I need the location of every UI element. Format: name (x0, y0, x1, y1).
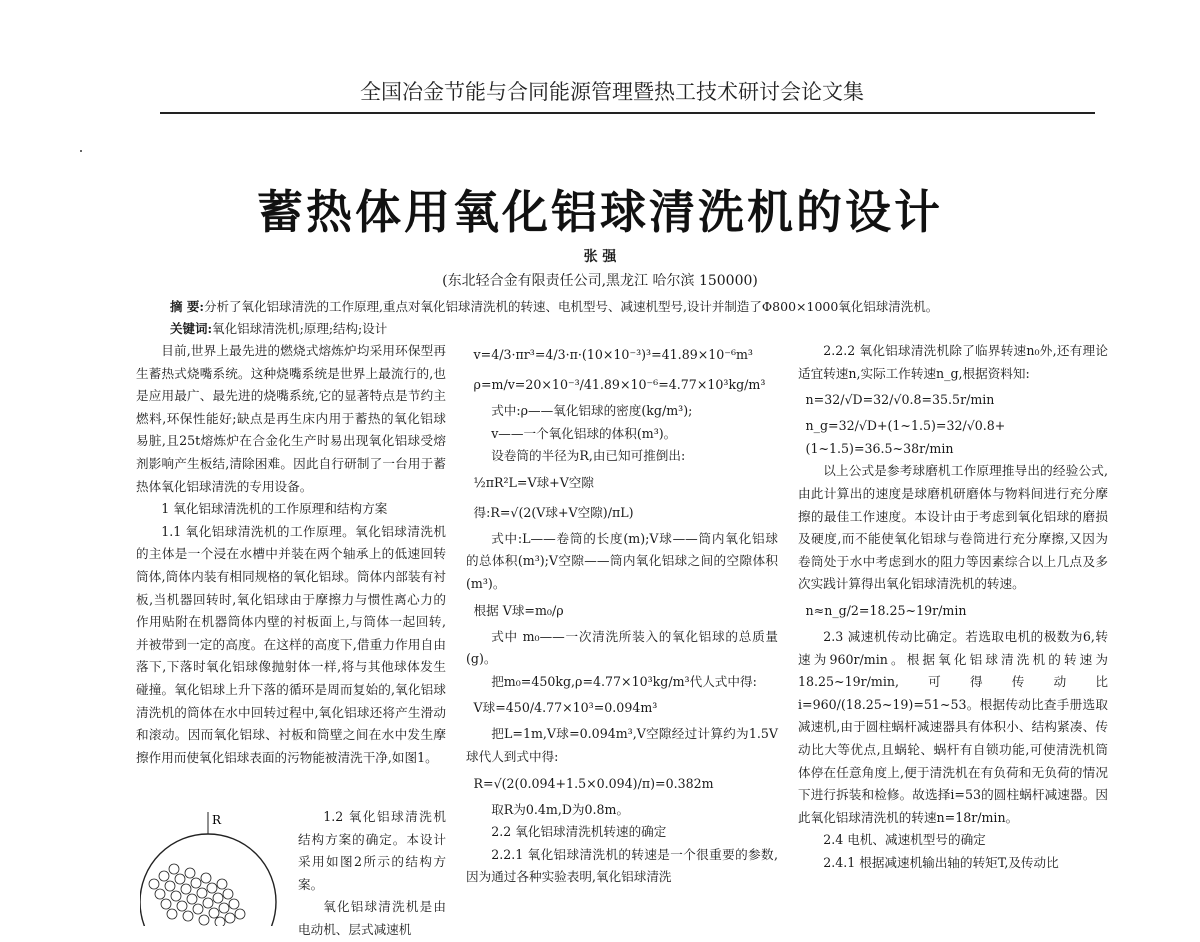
author: 张 强 (583, 249, 617, 265)
affiliation: (东北轻合金有限责任公司,黑龙江 哈尔滨 150000) (442, 273, 758, 289)
abstract-text: 分析了氧化铝球清洗的工作原理,重点对氧化铝球清洗机的转速、电机型号、减速机型号,设计并制造了Φ800×1000氧化铝球清洗机。 (203, 299, 939, 314)
substitution-text: 把m₀=450kg,ρ=4.77×10³kg/m³代人式中得: (491, 673, 757, 689)
section-1-1-paragraph: 1.1 氧化铝球清洗机的工作原理。氧化铝球清洗机的主体是一个浸在水槽中并装在两个轴承上的低速回转筒体,筒体内装有相同规格的氧化铝球。筒体内部装有衬板,当机器回转时,氧化铝球由于摩擦力与惯性离心力的作用贴附在机器筒体内壁的衬板面上,与筒体一起回转,并被带到一定的高度。在这样的高度下,借重力作用自由落下,下落时氧化铝球像抛射体一样,将与其他球体发生碰撞。氧化铝球上升下落的循环是周而复始的,氧化铝球清洗机的筒体在水中回转过程中,氧化铝球还将产生滑动和滚动。因而氧化铝球、衬板和筒壁之间在水中发生摩擦作用而使氧化铝球表面的污物能被清洗干净,如图1。 (136, 523, 446, 765)
speed-explanation: 以上公式是参考球磨机工作原理推导出的经验公式,由此计算出的速度是球磨机研磨体与物料间进行充分摩擦的最佳工作速度。本设计由于考虑到氧化铝球的磨损及硬度,而不能使氧化铝球与卷筒进行充分摩擦,又因为卷筒处于水中考虑到水的阻力等因素综合以上几点及多次实践计算得出氧化铝球清洗机的转速。 (798, 463, 1108, 592)
figure-side-text (298, 806, 446, 942)
intro-paragraph: 目前,世界上最先进的燃烧式熔炼炉均采用环保型再生蓄热式烧嘴系统。这种烧嘴系统是世界上最流行的,也是应用最广、最先进的烧嘴系统,它的显著特点是节约主燃料,环保性能好;缺点是再生床内用于蓄热的氧化铝球易脏,且25t熔炼炉在合金化生产时易出现氧化铝球受熔剂影响产生板结,清除困难。因此自行研制了一台用于蓄热体氧化铝球清洗的专用设备。 (136, 343, 446, 494)
definition-mass: 式中 m₀——一次清洗所装入的氧化铝球的总质量(g)。 (466, 628, 778, 667)
paper-title: 蓄热体用氧化铝球清洗机的设计 (257, 185, 943, 239)
figure-radius-label: R (212, 813, 222, 827)
header-rule (160, 112, 1095, 114)
equation-ball-total-volume: 根据 V球=m₀/ρ (473, 602, 564, 618)
equation-theoretical-speed: n=32/√D=32/√0.8=35.5r/min (805, 392, 995, 408)
section-1-heading: 1 氧化铝球清洗机的工作原理和结构方案 (161, 501, 388, 517)
running-head: 全国冶金节能与合同能源管理暨热工技术研讨会论文集 (360, 80, 864, 104)
equation-ball-volume: v=4/3·πr³=4/3·π·(10×10⁻³)³=41.89×10⁻⁶m³ (473, 347, 753, 362)
equation-final-speed: n≈n_g/2=18.25~19r/min (805, 602, 967, 618)
equation-radius: 得:R=√(2(V球+V空隙)/πL) (473, 504, 634, 520)
equation-density: ρ=m/v=20×10⁻³/41.89×10⁻⁶=4.77×10³kg/m³ (473, 377, 766, 392)
substitution-text-2: 把L=1m,V球=0.094m³,V空隙经过计算约为1.5V球代人到式中得: (466, 726, 778, 764)
keywords-label: 关键词: (170, 321, 213, 336)
definition-density: 式中:ρ——氧化铝球的密度(kg/m³); (491, 403, 693, 418)
section-2-2-heading: 2.2 氧化铝球清洗机转速的确定 (491, 824, 667, 840)
abstract-label: 摘 要: (170, 299, 204, 314)
section-2-2-2-paragraph: 2.2.2 氧化铝球清洗机除了临界转速n₀外,还有理论适宜转速n,实际工作转速n_g,根据资料知: (798, 343, 1108, 381)
equation-working-speed: n_g=32/√D+(1~1.5)=32/√0.8+(1~1.5)=36.5~38r/min (805, 418, 1006, 456)
equation-volume-numeric: V球=450/4.77×10³=0.094m³ (473, 700, 658, 716)
definition-volume: v——一个氧化铝球的体积(m³)。 (491, 425, 677, 441)
section-2-4-heading: 2.4 电机、减速机型号的确定 (823, 832, 986, 848)
scan-speck (80, 150, 82, 152)
alumina-balls (149, 864, 245, 926)
column-right (798, 340, 1108, 874)
radius-result: 取R为0.4m,D为0.8m。 (491, 801, 630, 817)
figure-1-ball-drum (140, 812, 290, 926)
radius-intro: 设卷筒的半径为R,由已知可推倒出: (491, 448, 686, 464)
structure-paragraph: 氧化铝球清洗机是由电动机、层式减速机 (298, 899, 446, 937)
abstract-block (170, 296, 1110, 340)
equation-radius-numeric: R=√(2(0.094+1.5×0.094)/π)=0.382m (473, 775, 714, 791)
keywords (170, 318, 1110, 340)
keywords-text: 氧化铝球清洗机;原理;结构;设计 (212, 321, 388, 336)
section-1-2-paragraph: 1.2 氧化铝球清洗机结构方案的确定。本设计采用如图2所示的结构方案。 (298, 809, 446, 892)
section-2-4-1-paragraph: 2.4.1 根据减速机输出轴的转矩T,及传动比 (823, 854, 1059, 870)
column-middle (466, 340, 778, 889)
section-2-2-1-paragraph: 2.2.1 氧化铝球清洗机的转速是一个很重要的参数,因为通过各种实验表明,氧化铝球清洗 (466, 846, 778, 885)
section-2-3-paragraph: 2.3 减速机传动比确定。若选取电机的极数为6,转速为960r/min。根据氧化铝球清洗机的转速为18.25~19r/min,可得传动比i=960/(18.25~19)=51~53。根据传动比查手册选取减速机,由于圆柱蜗杆减速器具有体积小、结构紧凑、传动比大等优点,且蜗轮、蜗杆有自锁功能,可使清洗机筒体停在任意角度上,便于清洗机在有负荷和无负荷的情况下进行拆装和检修。故选择i=53的圆柱蜗杆减速器。因此氧化铝球清洗机的转速n=18r/min。 (798, 628, 1108, 825)
abstract (170, 296, 1110, 318)
definition-length: 式中:L——卷筒的长度(m);V球——筒内氧化铝球的总体积(m³);V空隙——筒内氧化铝球之间的空隙体积(m³)。 (466, 530, 778, 591)
equation-half-cylinder: ½πR²L=V球+V空隙 (473, 474, 594, 490)
column-left (136, 340, 446, 769)
